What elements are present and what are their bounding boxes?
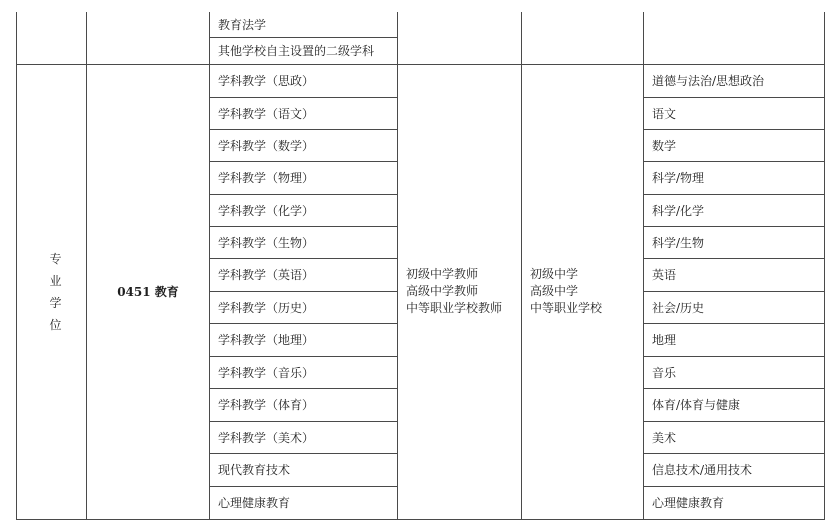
field-cell: 学科教学（语文） — [210, 97, 398, 129]
table-row — [17, 64, 825, 97]
subject-cell: 地理 — [644, 323, 825, 356]
teacher-cert-line: 中等职业学校教师 — [406, 301, 503, 315]
category-cell — [17, 64, 87, 519]
subject-cell: 体育/体育与健康 — [644, 388, 825, 421]
category-cell-empty — [17, 12, 87, 64]
field-cell: 教育法学 — [210, 12, 398, 37]
field-cell: 学科教学（思政） — [210, 64, 398, 97]
subject-cell: 科学/化学 — [644, 194, 825, 226]
subject-cell: 数学 — [644, 129, 825, 161]
field-cell: 学科教学（历史） — [210, 291, 398, 323]
field-cell: 学科教学（英语） — [210, 258, 398, 291]
category-char: 业 — [49, 273, 62, 288]
school-level-line: 初级中学 — [530, 267, 579, 281]
school-level-cell — [522, 64, 644, 519]
field-cell: 学科教学（音乐） — [210, 356, 398, 388]
category-char: 学 — [49, 295, 62, 310]
field-cell: 学科教学（生物） — [210, 226, 398, 258]
field-cell: 现代教育技术 — [210, 453, 398, 486]
subject-cell: 信息技术/通用技术 — [644, 453, 825, 486]
field-cell: 学科教学（体育） — [210, 388, 398, 421]
subject-cell: 科学/生物 — [644, 226, 825, 258]
code-cell: 0451 教育 — [87, 64, 210, 519]
field-cell: 学科教学（化学） — [210, 194, 398, 226]
subject-cell: 音乐 — [644, 356, 825, 388]
field-cell: 学科教学（美术） — [210, 421, 398, 453]
subject-cell-empty — [644, 12, 825, 64]
field-cell: 学科教学（物理） — [210, 161, 398, 194]
category-char: 位 — [49, 317, 62, 332]
teacher-cert-line: 初级中学教师 — [406, 267, 479, 281]
field-cell: 其他学校自主设置的二级学科 — [210, 37, 398, 64]
school-level-cell-empty — [522, 12, 644, 64]
subject-cell: 心理健康教育 — [644, 486, 825, 519]
subject-cell: 英语 — [644, 258, 825, 291]
field-cell: 学科教学（数学） — [210, 129, 398, 161]
subject-cell: 道德与法治/思想政治 — [644, 64, 825, 97]
school-level-line: 中等职业学校 — [530, 301, 603, 315]
subject-cell: 社会/历史 — [644, 291, 825, 323]
table-row — [17, 12, 825, 37]
teacher-cert-line: 高级中学教师 — [406, 284, 479, 298]
field-cell: 学科教学（地理） — [210, 323, 398, 356]
subject-cell: 语文 — [644, 97, 825, 129]
subject-cell: 美术 — [644, 421, 825, 453]
teacher-cert-cell-empty — [398, 12, 522, 64]
category-char: 专 — [49, 251, 62, 266]
field-cell: 心理健康教育 — [210, 486, 398, 519]
qualification-table — [16, 12, 825, 520]
school-level-line: 高级中学 — [530, 284, 579, 298]
teacher-cert-cell — [398, 64, 522, 519]
subject-cell: 科学/物理 — [644, 161, 825, 194]
code-cell-empty — [87, 12, 210, 64]
